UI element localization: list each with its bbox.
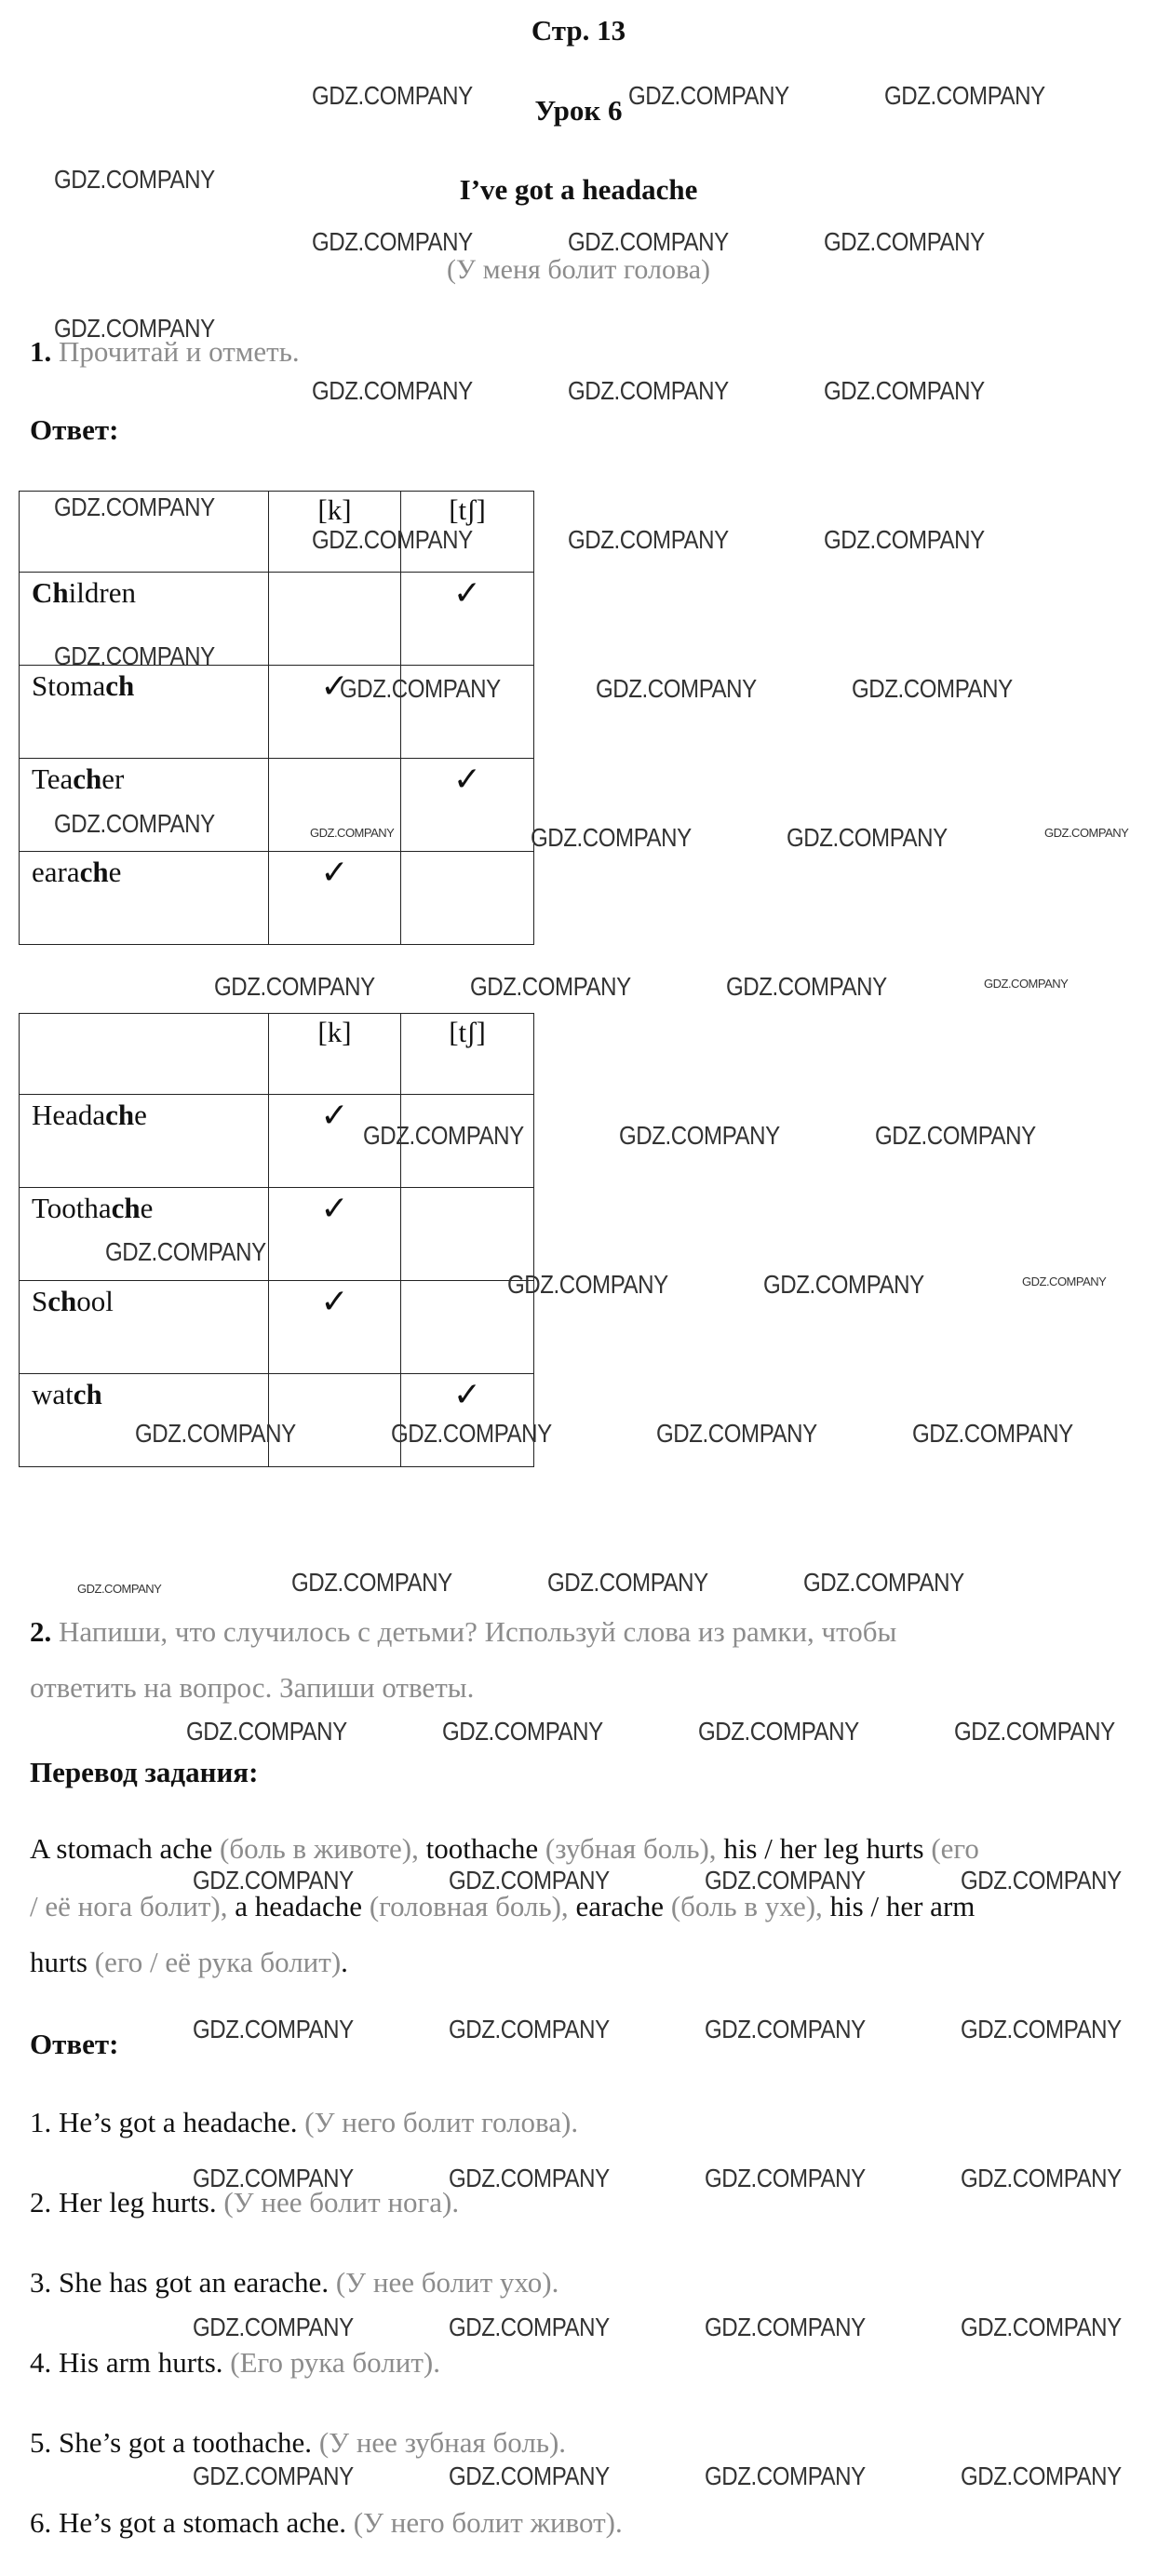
table-row [20, 852, 534, 945]
check-cell-k: ✓ [269, 1095, 401, 1188]
answer-4: 4. His arm hurts. (Его рука болит). [30, 2346, 440, 2379]
watermark-text: GDZ.COMPANY [705, 2015, 866, 2043]
watermark-text: GDZ.COMPANY [705, 2313, 866, 2341]
watermark-text-small: GDZ.COMPANY [1022, 1275, 1107, 1288]
watermark-text: GDZ.COMPANY [961, 2313, 1122, 2341]
watermark-text: GDZ.COMPANY [391, 1419, 552, 1448]
watermark-text: GDZ.COMPANY [449, 2461, 610, 2490]
task1-answer-label: Ответ: [30, 413, 119, 446]
task2-instruction-line2: ответить на вопрос. Запиши ответы. [30, 1671, 475, 1704]
table-header-cell [269, 1014, 401, 1095]
watermark-text: GDZ.COMPANY [705, 2461, 866, 2490]
check-cell-tsh: ✓ [401, 1374, 534, 1467]
watermark-text: GDZ.COMPANY [507, 1270, 668, 1299]
sound-table-1 [19, 491, 534, 945]
watermark-text: GDZ.COMPANY [105, 1237, 266, 1266]
answer-3: 3. She has got an earache. (У нее болит ухо). [30, 2266, 559, 2299]
page-number: Стр. 13 [531, 14, 626, 47]
watermark-text: GDZ.COMPANY [824, 376, 985, 405]
word-cell: Stomach [20, 666, 269, 759]
watermark-text-small: GDZ.COMPANY [77, 1582, 162, 1596]
phrases-line2: / её нога болит), a headache (головная боль), earache (боль в ухе), his / her arm [30, 1890, 975, 1922]
table-header-cell [20, 1014, 269, 1095]
watermark-text: GDZ.COMPANY [186, 1717, 347, 1746]
watermark-text: GDZ.COMPANY [363, 1121, 524, 1150]
watermark-text: GDZ.COMPANY [619, 1121, 780, 1150]
watermark-text: GDZ.COMPANY [912, 1419, 1073, 1448]
watermark-text: GDZ.COMPANY [449, 2164, 610, 2192]
watermark-text: GDZ.COMPANY [193, 2164, 354, 2192]
task2-instruction-line1: Напиши, что случилось с детьми? Используй слова из рамки, чтобы [59, 1615, 897, 1648]
watermark-text: GDZ.COMPANY [312, 227, 473, 256]
task2-number: 2. [30, 1615, 52, 1648]
word-cell: Children [20, 573, 269, 666]
watermark-text: GDZ.COMPANY [291, 1568, 452, 1597]
check-cell-k: ✓ [269, 666, 401, 759]
watermark-text: GDZ.COMPANY [470, 972, 631, 1001]
watermark-text: GDZ.COMPANY [531, 823, 692, 852]
watermark-text: GDZ.COMPANY [787, 823, 948, 852]
check-cell-tsh: ✓ [401, 573, 534, 666]
table-header-row [20, 1014, 534, 1095]
watermark-text: GDZ.COMPANY [449, 1866, 610, 1895]
answer-6: 6. He’s got a stomach ache. (У него болит живот). [30, 2506, 623, 2539]
task1-instruction: Прочитай и отметь. [59, 335, 300, 368]
check-cell-k [269, 573, 401, 666]
table-header-cell [401, 1014, 534, 1095]
table-row [20, 1281, 534, 1374]
phrases-line3: hurts (его / её рука болит). [30, 1946, 348, 1978]
watermark-text: GDZ.COMPANY [568, 227, 729, 256]
watermark-text: GDZ.COMPANY [193, 2015, 354, 2043]
sound-k-header: [k] [317, 493, 352, 526]
lesson-title: Урок 6 [534, 94, 623, 127]
watermark-text: GDZ.COMPANY [449, 2313, 610, 2341]
watermark-text: GDZ.COMPANY [449, 2015, 610, 2043]
watermark-text-small: GDZ.COMPANY [310, 826, 395, 840]
watermark-text: GDZ.COMPANY [442, 1717, 603, 1746]
task2-answer-label: Ответ: [30, 2028, 119, 2060]
watermark-text: GDZ.COMPANY [961, 1866, 1122, 1895]
watermark-text: GDZ.COMPANY [547, 1568, 708, 1597]
watermark-text: GDZ.COMPANY [961, 2015, 1122, 2043]
watermark-text: GDZ.COMPANY [54, 809, 215, 838]
word-cell: watch [20, 1374, 269, 1467]
word-cell: Headache [20, 1095, 269, 1188]
watermark-text: GDZ.COMPANY [961, 2461, 1122, 2490]
watermark-text: GDZ.COMPANY [824, 227, 985, 256]
translation-label: Перевод задания: [30, 1756, 259, 1788]
watermark-text: GDZ.COMPANY [656, 1419, 817, 1448]
word-cell: earache [20, 852, 269, 945]
watermark-text-small: GDZ.COMPANY [1044, 826, 1129, 840]
answer-2: 2. Her leg hurts. (У нее болит нога). [30, 2186, 460, 2219]
check-cell-tsh: ✓ [401, 759, 534, 852]
sound-tsh-header: [tʃ] [449, 1016, 486, 1048]
watermark-text: GDZ.COMPANY [596, 674, 757, 703]
word-cell: Teacher [20, 759, 269, 852]
check-cell-k: ✓ [269, 852, 401, 945]
watermark-text: GDZ.COMPANY [875, 1121, 1036, 1150]
watermark-text: GDZ.COMPANY [705, 2164, 866, 2192]
watermark-text: GDZ.COMPANY [54, 492, 215, 521]
task1-number: 1. [30, 335, 52, 368]
watermark-text-small: GDZ.COMPANY [984, 977, 1069, 991]
watermark-text: GDZ.COMPANY [568, 525, 729, 554]
sound-tsh-header: [tʃ] [449, 493, 486, 526]
sound-table-2 [19, 1013, 534, 1467]
watermark-text: GDZ.COMPANY [628, 81, 789, 110]
word-cell: Toothache [20, 1188, 269, 1281]
watermark-text: GDZ.COMPANY [852, 674, 1013, 703]
watermark-text: GDZ.COMPANY [312, 376, 473, 405]
watermark-text: GDZ.COMPANY [312, 525, 473, 554]
answer-1: 1. He’s got a headache. (У него болит голова). [30, 2106, 579, 2138]
watermark-text: GDZ.COMPANY [954, 1717, 1115, 1746]
watermark-text: GDZ.COMPANY [340, 674, 501, 703]
watermark-text: GDZ.COMPANY [54, 641, 215, 670]
watermark-text: GDZ.COMPANY [803, 1568, 964, 1597]
sound-k-header: [k] [317, 1016, 352, 1048]
page-subtitle: (У меня болит голова) [446, 254, 711, 285]
watermark-text: GDZ.COMPANY [193, 2313, 354, 2341]
check-cell-k: ✓ [269, 1188, 401, 1281]
watermark-text: GDZ.COMPANY [312, 81, 473, 110]
word-cell: School [20, 1281, 269, 1374]
watermark-text: GDZ.COMPANY [214, 972, 375, 1001]
watermark-text: GDZ.COMPANY [726, 972, 887, 1001]
watermark-text: GDZ.COMPANY [193, 2461, 354, 2490]
watermark-text: GDZ.COMPANY [705, 1866, 866, 1895]
watermark-text: GDZ.COMPANY [961, 2164, 1122, 2192]
watermark-text: GDZ.COMPANY [135, 1419, 296, 1448]
watermark-text: GDZ.COMPANY [763, 1270, 924, 1299]
watermark-text: GDZ.COMPANY [193, 1866, 354, 1895]
watermark-text: GDZ.COMPANY [884, 81, 1045, 110]
task2-heading [30, 1615, 896, 1649]
watermark-text: GDZ.COMPANY [824, 525, 985, 554]
watermark-text: GDZ.COMPANY [568, 376, 729, 405]
answer-5: 5. She’s got a toothache. (У нее зубная боль). [30, 2426, 567, 2459]
table-row [20, 1188, 534, 1281]
watermark-text: GDZ.COMPANY [698, 1717, 859, 1746]
check-cell-tsh [401, 1188, 534, 1281]
check-cell-tsh [401, 852, 534, 945]
phrases-line1: A stomach ache (боль в животе), toothache (зубная боль), his / her leg hurts (его [30, 1832, 979, 1865]
page-title: I’ve got a headache [459, 173, 698, 206]
check-cell-k: ✓ [269, 1281, 401, 1374]
watermark-text: GDZ.COMPANY [54, 165, 215, 194]
watermark-text: GDZ.COMPANY [54, 314, 215, 343]
